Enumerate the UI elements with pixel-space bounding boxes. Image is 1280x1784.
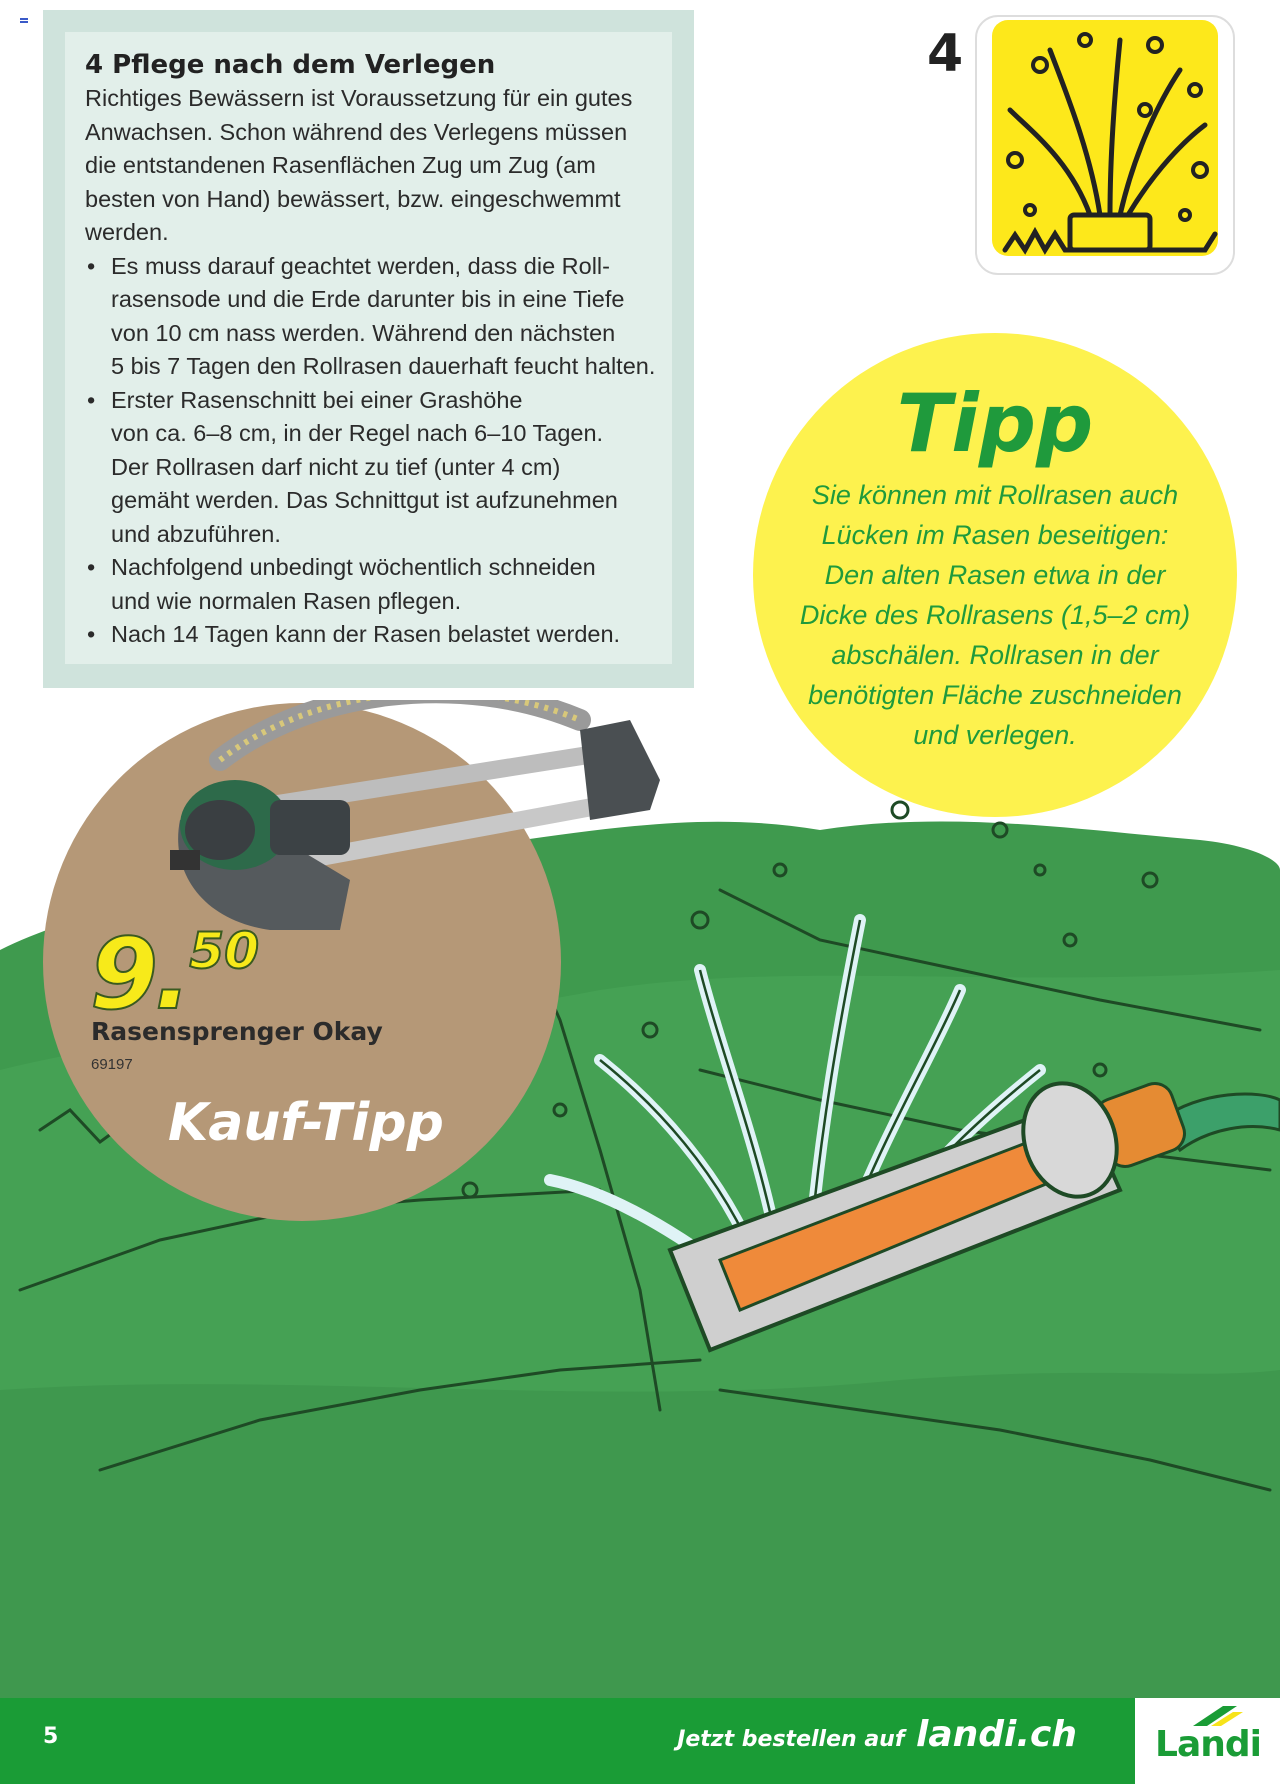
bullet-dot: •: [87, 252, 96, 279]
bullet-item: [85, 250, 675, 384]
bullet-line: Nachfolgend unbedingt wöchentlich schneiden: [111, 554, 596, 580]
bullet-item: [85, 384, 675, 552]
landi-logo: [1135, 1698, 1280, 1784]
bullet-line: und wie normalen Rasen pflegen.: [111, 587, 462, 614]
price-main: 9.: [90, 918, 188, 1032]
bullet-line: von 10 cm nass werden. Während den nächsten: [111, 319, 616, 346]
corner-flag-icon: [20, 18, 28, 24]
tipp-line: benötigten Fläche zuschneiden: [808, 680, 1182, 710]
bullet-line: Nach 14 Tagen kann der Rasen belastet werden.: [111, 621, 621, 647]
website-link[interactable]: landi.ch: [915, 1714, 1077, 1755]
bullet-line: rasensode und die Erde darunter bis in eine Tiefe: [111, 286, 625, 312]
bullet-dot: •: [87, 386, 96, 413]
bullet-line: von ca. 6–8 cm, in der Regel nach 6–10 Tagen.: [111, 420, 604, 446]
tipp-text: [793, 475, 1197, 755]
bullet-line: 5 bis 7 Tagen den Rollrasen dauerhaft feucht halten.: [111, 353, 656, 379]
product-name: Rasensprenger Okay: [91, 1017, 383, 1046]
intro-line: besten von Hand) bewässert, bzw. eingeschwemmt: [85, 185, 621, 212]
step-number: 4: [927, 24, 964, 84]
tipp-line: abschälen. Rollrasen in der: [831, 640, 1159, 670]
kauf-tipp-label: Kauf-Tipp: [168, 1093, 444, 1153]
intro-line: die entstandenen Rasenflächen Zug um Zug (am: [85, 152, 596, 178]
bullet-item: [85, 551, 675, 618]
tipp-line: Sie können mit Rollrasen auch: [811, 480, 1179, 510]
bullet-line: Es muss darauf geachtet werden, dass die Roll-: [111, 252, 610, 279]
care-instructions-box: [43, 10, 694, 688]
intro-line: Richtiges Bewässern ist Voraussetzung für ein gutes: [85, 85, 633, 111]
tipp-line: Lücken im Rasen beseitigen:: [821, 520, 1169, 550]
tipp-line: Dicke des Rollrasens (1,5–2 cm): [799, 600, 1191, 630]
cta-text: Jetzt bestellen auf: [677, 1727, 905, 1752]
section-title: 4 Pflege nach dem Verlegen: [85, 50, 496, 80]
bullet-dot: •: [87, 554, 96, 580]
care-instructions-panel: [65, 32, 672, 664]
bullet-line: und abzuführen.: [111, 520, 281, 547]
bullet-line: gemäht werden. Das Schnittgut ist aufzunehmen: [111, 487, 618, 513]
intro-line: werden.: [85, 219, 169, 245]
bullet-dot: •: [87, 621, 96, 647]
intro-line: Anwachsen. Schon während des Verlegens müssen: [85, 118, 628, 145]
price-tag: [90, 918, 259, 1032]
tipp-bubble: [753, 333, 1237, 817]
bullet-line: Der Rollrasen darf nicht zu tief (unter 4 cm): [111, 453, 561, 480]
footer-bar: [0, 1698, 1135, 1784]
tipp-line: und verlegen.: [913, 720, 1077, 750]
bullet-item: [85, 618, 675, 652]
article-number: 69197: [91, 1056, 133, 1073]
logo-wordmark: Landi: [1155, 1724, 1261, 1765]
sprinkler-pictogram-icon: [970, 10, 1240, 280]
intro-paragraph: [85, 82, 665, 250]
tipp-title: Tipp: [896, 377, 1094, 470]
price-cents: 50: [189, 922, 260, 980]
page-number: 5: [43, 1724, 59, 1749]
order-cta: [677, 1714, 1077, 1755]
care-bullet-list: [85, 250, 672, 652]
bullet-line: Erster Rasenschnitt bei einer Grashöhe: [111, 386, 523, 413]
tipp-line: Den alten Rasen etwa in der: [824, 560, 1166, 590]
